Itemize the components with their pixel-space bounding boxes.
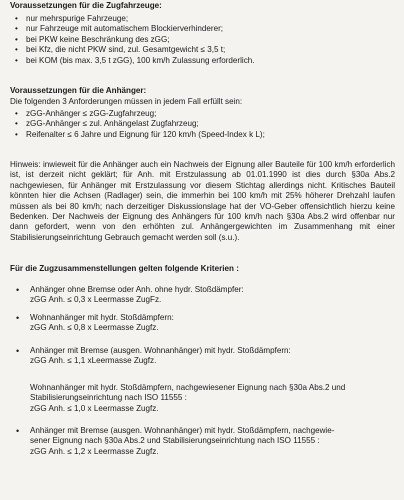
list-item: • nur mehrspurige Fahrzeuge; xyxy=(12,14,392,24)
list-item: • bei PKW keine Beschränkung des zGG; xyxy=(12,35,392,45)
criterion-item xyxy=(16,426,388,457)
section-heading-criteria: Für die Zugzusammenstellungen gelten folgende Kriterien : xyxy=(10,264,239,273)
criterion-formula: zGG Anh. ≤ 1,0 x Leermasse Zugfz. xyxy=(30,403,159,413)
trailer-requirements-intro: Die folgenden 3 Anforderungen müssen in jedem Fall erfüllt sein: xyxy=(10,97,243,106)
criterion-text: Stabilisierungseinrichtung nach ISO 11555 : xyxy=(30,393,187,403)
criterion-formula: zGG Anh. ≤ 1,1 xLeermasse Zugfz. xyxy=(30,356,157,366)
criterion-item xyxy=(16,285,388,306)
list-item: • bei Kfz, die nicht PKW sind, zul. Gesamtgewicht ≤ 3,5 t; xyxy=(12,45,392,55)
criterion-text: • Anhänger mit Bremse (ausgen. Wohnanhänger) mit hydr. Stoßdämpfern: xyxy=(16,346,388,356)
list-item: • bei KOM (bis max. 3,5 t zGG), 100 km/h Zulassung erforderlich. xyxy=(12,56,392,66)
trailer-requirements-list xyxy=(12,109,392,140)
list-item: • nur Fahrzeuge mit automatischem Blockierverhinderer; xyxy=(12,24,392,34)
list-item: • zGG-Anhänger ≤ zul. Anhängelast Zugfahrzeug; xyxy=(12,119,392,129)
criterion-text: sener Eignung nach §30a Abs.2 und Stabilisierungseinrichtung nach ISO 11555 : xyxy=(30,436,320,446)
criterion-formula: zGG Anh. ≤ 1,2 x Leermasse Zugfz. xyxy=(30,446,159,456)
section-heading-trailers: Voraussetzungen für die Anhänger: xyxy=(10,86,147,95)
criterion-text: • Wohnanhänger mit hydr. Stoßdämpfern: xyxy=(16,313,388,323)
criterion-formula: zGG Anh. ≤ 0,3 x Leermasse ZugFz. xyxy=(30,295,162,305)
note-paragraph: Hinweis: inwieweit für die Anhänger auch ein Nachweis der Eignung aller Bauteile für 100 km/h erforderlich ist, ist derzeit nicht geklärt; für Anh. mit Erstzulassung ab 01.01.1990 ist dies durch §30a Abs.2 nachgewiesen, für Anhänger mit Erstzulassung vor diesem Stichtag allerdings nicht. Kritisches Bauteil könnten hier die Achsen (Radlager) sein, die immerhin bei 100 km/h mit 25% höherer Drehzahl laufen müssen als bei 80 km/h; nach derzeitiger Diskussionslage hat der VO-Geber offensichtlich hierzu keine Bedenken. Der Nachweis der Eignung des Anhängers für 100 km/h nach §30a Abs.2 wird offenbar nur dann gefordert, wenn von den erhöhten zul. Anhängergewichten im Zusammenhang mit einer Stabilisierungseinrichtung Gebrauch gemacht werden soll (s.u.). xyxy=(10,160,395,242)
criterion-item xyxy=(16,346,388,367)
list-item: • Reifenalter ≤ 6 Jahre und Eignung für 120 km/h (Speed-Index k L); xyxy=(12,130,392,140)
towing-vehicle-requirements-list xyxy=(12,14,392,66)
section-heading-towing-vehicles: Voraussetzungen für die Zugfahrzeuge: xyxy=(10,1,162,10)
criterion-text: • Anhänger ohne Bremse oder Anh. ohne hydr. Stoßdämpfer: xyxy=(16,285,388,295)
list-item: • zGG-Anhänger ≤ zGG-Zugfahrzeug; xyxy=(12,109,392,119)
criterion-formula: zGG Anh. ≤ 0,8 x Leermasse Zugfz. xyxy=(30,323,159,333)
criterion-text: • Anhänger mit Bremse (ausgen. Wohnanhänger) mit hydr. Stoßdämpfern, nachgewie- xyxy=(16,426,388,436)
criterion-item xyxy=(16,313,388,334)
criterion-item xyxy=(16,383,388,414)
criterion-text: Wohnanhänger mit hydr. Stoßdämpfern, nachgewiesener Eignung nach §30a Abs.2 und xyxy=(30,383,346,392)
